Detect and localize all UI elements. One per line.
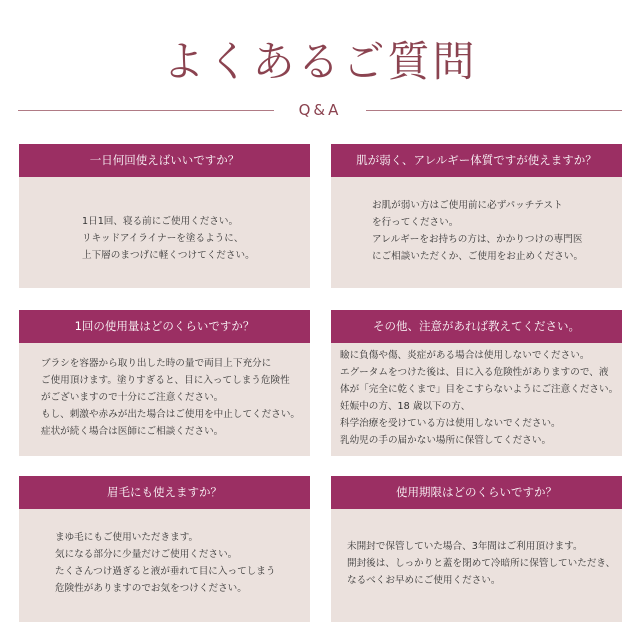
faq-answer	[331, 177, 622, 265]
answer-line: にご相談いただくか、ご使用をお止めください。	[372, 251, 584, 262]
answer-line: 1日1回、寝る前にご使用ください。	[82, 216, 239, 227]
divider-right	[366, 110, 622, 111]
answer-line: 妊娠中の方、18 歳以下の方、	[340, 401, 471, 412]
answer-line: 未開封で保管していた場合、3年間はご利用頂けます。	[347, 541, 583, 552]
answer-line: お肌が弱い方はご使用前に必ずパッチテスト	[372, 200, 563, 211]
answer-line: 科学治療を受けている方は使用しないでください。	[340, 418, 561, 429]
faq-card-amount	[19, 310, 310, 456]
answer-line: 体が「完全に乾くまで」目をこすらないようにご注意ください。	[340, 384, 619, 395]
subtitle: Q&A	[298, 101, 342, 119]
faq-card-cautions	[331, 310, 622, 456]
answer-line: 症状が続く場合は医師にご相談ください。	[41, 426, 224, 437]
answer-line: まゆ毛にもご使用いただきます。	[55, 532, 199, 543]
faq-answer	[19, 343, 310, 440]
faq-answer	[19, 177, 310, 264]
subtitle-row	[18, 100, 622, 120]
answer-line: を行ってください。	[372, 217, 459, 228]
answer-line: 乳幼児の手の届かない場所に保管してください。	[340, 435, 552, 446]
answer-line: 気になる部分に少量だけご使用ください。	[55, 549, 238, 560]
answer-line: がございますので十分にご注意ください。	[41, 392, 224, 403]
answer-line: 瞼に負傷や傷、炎症がある場合は使用しないでください。	[340, 350, 590, 361]
faq-question: その他、注意があれば教えてください。	[331, 310, 622, 343]
answer-line: ブラシを容器から取り出した時の量で両目上下充分に	[41, 358, 272, 369]
faq-question: 眉毛にも使えますか？	[19, 476, 310, 509]
faq-question: 1回の使用量はどのくらいですか？	[19, 310, 310, 343]
answer-line: 開封後は、しっかりと蓋を閉めて冷暗所に保管していただき、	[347, 558, 616, 569]
faq-question: 肌が弱く、アレルギー体質ですが使えますか？	[331, 144, 622, 177]
answer-line: もし、刺激や赤みが出た場合はご使用を中止してください。	[41, 409, 301, 420]
faq-card-eyebrows	[19, 476, 310, 622]
faq-card-sensitive-skin	[331, 144, 622, 288]
faq-card-daily-use	[19, 144, 310, 288]
faq-card-expiration	[331, 476, 622, 622]
faq-question: 一日何回使えばいいですか？	[19, 144, 310, 177]
answer-line: ご使用頂けます。塗りすぎると、目に入ってしまう危険性	[41, 375, 290, 386]
answer-line: たくさんつけ過ぎると液が垂れて目に入ってしまう	[55, 566, 276, 577]
answer-line: なるべくお早めにご使用ください。	[347, 575, 501, 586]
faq-answer	[19, 509, 310, 597]
faq-answer	[331, 509, 622, 589]
answer-line: 危険性がありますのでお気をつけください。	[55, 583, 247, 594]
faq-question: 使用期限はどのくらいですか？	[331, 476, 622, 509]
answer-line: アレルギーをお持ちの方は、かかりつけの専門医	[372, 234, 583, 245]
page-title: よくあるご質問	[162, 37, 478, 86]
answer-line: リキッドアイライナーを塗るように、	[82, 233, 244, 244]
answer-line: エグータムをつけた後は、目に入る危険性がありますので、液	[340, 367, 609, 378]
faq-answer	[331, 343, 622, 449]
answer-line: 上下層のまつげに軽くつけてください。	[82, 250, 255, 261]
